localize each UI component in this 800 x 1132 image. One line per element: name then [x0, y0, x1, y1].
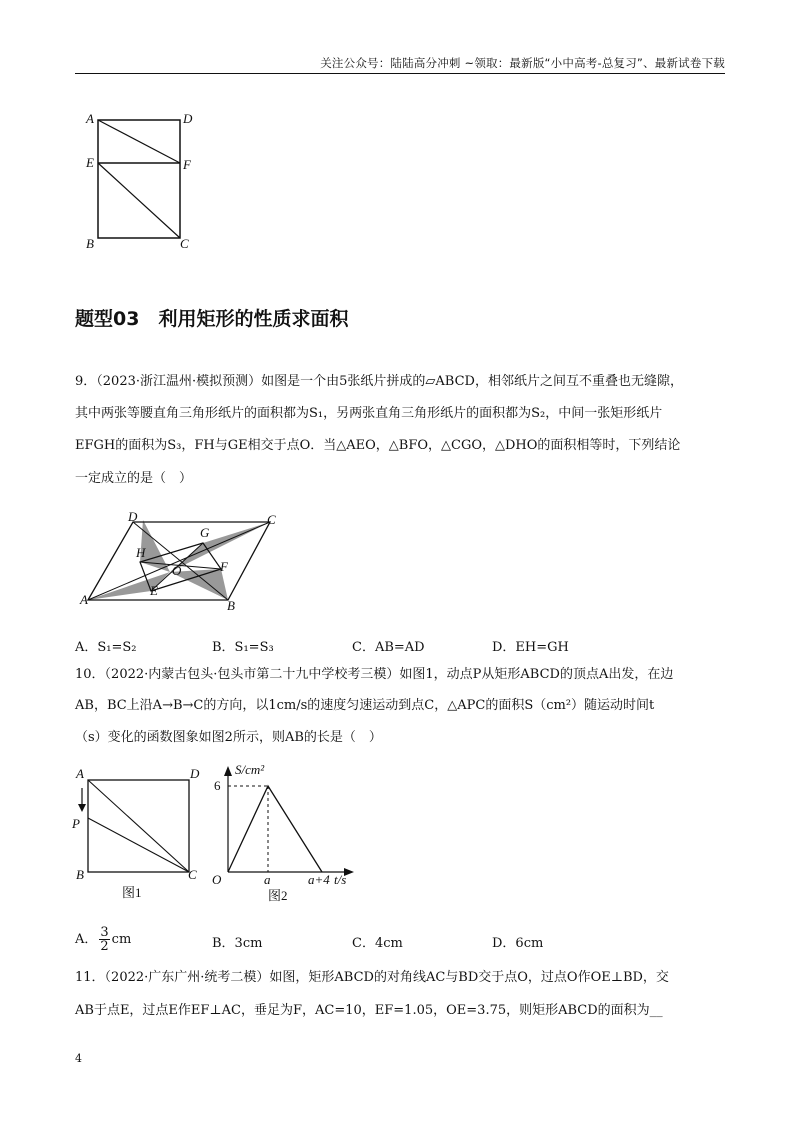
- motion-arrow-head: [78, 804, 86, 812]
- figure-2-graph: [208, 760, 368, 906]
- q9-option-a[interactable]: A．S₁=S₂: [75, 640, 137, 655]
- label-b: B: [227, 598, 235, 613]
- diag-ac: [88, 522, 270, 600]
- q10-option-a-label: A．: [75, 932, 98, 947]
- figure-1-caption: 图1: [122, 885, 142, 900]
- q9-option-d[interactable]: D．EH=GH: [492, 640, 569, 655]
- q11-line-1: 11．（2022·广东广州·统考二模）如图，矩形ABCD的对角线AC与BD交于点O，过点O作OE⊥BD，交: [75, 970, 669, 985]
- figure-2-caption: 图2: [268, 888, 288, 903]
- label-f: F: [220, 559, 228, 574]
- label-p: P: [72, 816, 80, 831]
- x-axis-label: t/s: [334, 872, 347, 887]
- header-rule: [75, 73, 725, 74]
- q9-option-c[interactable]: C．AB=AD: [352, 640, 425, 655]
- q9-line-4: 一定成立的是（ ）: [75, 471, 193, 486]
- label-e: E: [86, 155, 94, 170]
- q10-option-d[interactable]: D．6cm: [492, 936, 544, 951]
- q10-line-3: （s）变化的函数图象如图2所示，则AB的长是（ ）: [75, 730, 382, 745]
- x-tick-a-plus-4: a+4: [308, 872, 330, 887]
- label-e: E: [150, 583, 158, 598]
- q10-options: [75, 926, 675, 956]
- line-ec: [98, 163, 180, 238]
- label-d: D: [128, 509, 138, 524]
- x-tick-a: a: [264, 872, 271, 887]
- figure-rectangle-aefd: [80, 108, 200, 253]
- label-b: B: [86, 236, 94, 251]
- label-a: A: [80, 592, 88, 607]
- fraction-numerator: 3: [100, 925, 109, 940]
- q10-option-a-fraction: [99, 926, 109, 953]
- q9-options: [75, 636, 675, 654]
- q9-option-b[interactable]: B．S₁=S₃: [212, 640, 274, 655]
- label-d: D: [190, 766, 200, 781]
- graph-line: [228, 786, 322, 872]
- label-h: H: [136, 545, 146, 560]
- page-number: 4: [75, 1052, 82, 1065]
- figure-parallelogram: [80, 509, 290, 613]
- label-f: F: [183, 157, 191, 172]
- label-c: C: [188, 867, 197, 882]
- label-b: B: [76, 867, 84, 882]
- q10-option-a[interactable]: [75, 926, 131, 953]
- page-header: 关注公众号：陆陆高分冲刺 ~领取：最新版“小中高考-总复习”、最新试卷下载: [320, 56, 725, 70]
- q10-option-c[interactable]: C．4cm: [352, 936, 403, 951]
- fraction-denominator: 2: [100, 939, 109, 954]
- y-tick-6: 6: [214, 778, 221, 793]
- origin-label: O: [212, 872, 222, 887]
- label-a: A: [76, 766, 84, 781]
- y-axis-arrow: [224, 766, 232, 776]
- q10-line-1: 10．（2022·内蒙古包头·包头市第二十九中学校考三模）如图1，动点P从矩形ABCD的顶点A出发，在边: [75, 667, 674, 682]
- q10-option-b[interactable]: B．3cm: [212, 936, 263, 951]
- y-axis-label: S/cm²: [235, 762, 265, 777]
- label-o: O: [172, 563, 182, 578]
- q9-line-1: 9．（2023·浙江温州·模拟预测）如图是一个由5张纸片拼成的▱ABCD，相邻纸片之间互不重叠也无缝隙，: [75, 374, 683, 389]
- label-c: C: [267, 512, 276, 527]
- line-af: [98, 120, 180, 163]
- label-g: G: [200, 525, 210, 540]
- q9-line-2: 其中两张等腰直角三角形纸片的面积都为S₁，另两张直角三角形纸片的面积都为S₂，中间一张矩形纸片: [75, 406, 663, 421]
- q9-line-3: EFGH的面积为S₃，FH与GE相交于点O．当△AEO，△BFO，△CGO，△DHO的面积相等时，下列结论: [75, 438, 681, 453]
- label-a: A: [86, 111, 94, 126]
- figure-1-rectangle: [72, 764, 207, 904]
- q10-option-a-unit: cm: [111, 932, 132, 947]
- section-title: 题型03 利用矩形的性质求面积: [75, 308, 349, 330]
- q11-line-2: AB于点E，过点E作EF⊥AC，垂足为F，AC=10，EF=1.05，OE=3.75，则矩形ABCD的面积为__: [75, 1003, 663, 1018]
- rect-abcd: [98, 120, 180, 238]
- label-c: C: [180, 236, 189, 251]
- q10-line-2: AB，BC上沿A→B→C的方向，以1cm/s的速度匀速运动到点C，△APC的面积S（cm²）随运动时间t: [75, 698, 655, 713]
- label-d: D: [183, 111, 193, 126]
